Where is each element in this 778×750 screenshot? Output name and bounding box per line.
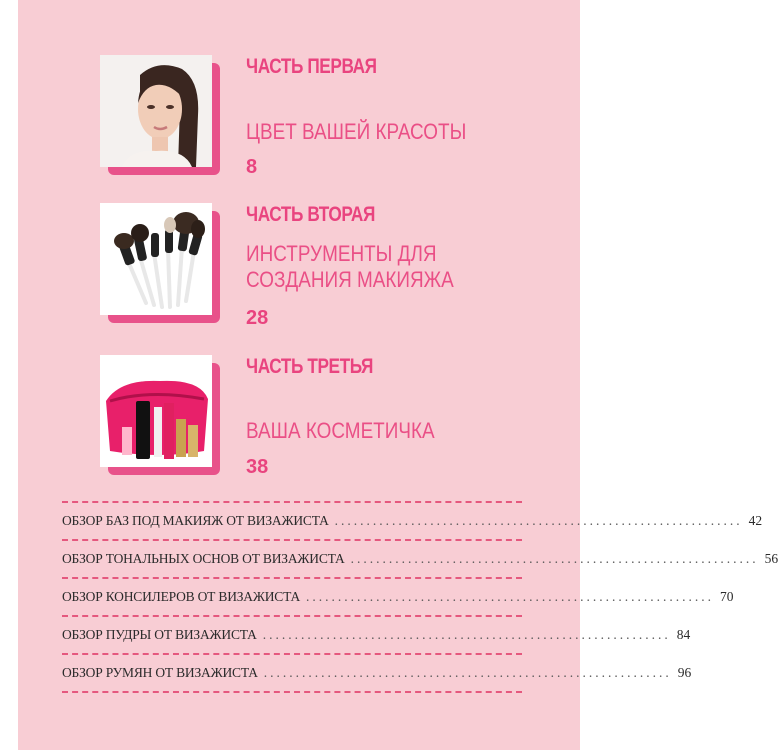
toc-entry-title: ОБЗОР ТОНАЛЬНЫХ ОСНОВ ОТ ВИЗАЖИСТА — [62, 551, 345, 566]
leader-dots: ................................................................ — [350, 551, 759, 566]
part-three-section[interactable] — [100, 355, 560, 485]
table-of-contents-page — [18, 0, 778, 750]
toc-entry[interactable] — [62, 539, 778, 577]
part-two-thumbnail — [100, 203, 218, 321]
part-three-title: ВАША КОСМЕТИЧКА — [246, 418, 435, 443]
toc-entry[interactable] — [62, 653, 692, 693]
toc-entry-page: 70 — [720, 589, 734, 604]
cosmetic-bag-image — [100, 355, 212, 467]
toc-entry-title: ОБЗОР БАЗ ПОД МАКИЯЖ ОТ ВИЗАЖИСТА — [62, 513, 329, 528]
part-two-title: ИНСТРУМЕНТЫ ДЛЯ СОЗДАНИЯ МАКИЯЖА — [246, 241, 454, 292]
toc-entry[interactable] — [62, 501, 763, 539]
leader-dots: ................................................................ — [263, 665, 672, 680]
part-three-label: ЧАСТЬ ТРЕТЬЯ — [246, 355, 373, 378]
part-one-title: ЦВЕТ ВАШЕЙ КРАСОТЫ — [246, 119, 467, 144]
part-one-page-number: 8 — [246, 156, 258, 178]
toc-entry-page: 42 — [748, 513, 763, 528]
leader-dots: ................................................................ — [306, 589, 715, 604]
toc-entry[interactable] — [62, 615, 691, 653]
part-three-page-number: 38 — [246, 456, 269, 478]
part-two-page-number: 28 — [246, 307, 269, 329]
toc-entry-page: 56 — [764, 551, 778, 566]
woman-portrait-image — [100, 55, 212, 167]
toc-entry-page: 84 — [676, 627, 691, 642]
toc-entry-page: 96 — [677, 665, 692, 680]
toc-entry-title: ОБЗОР РУМЯН ОТ ВИЗАЖИСТА — [62, 665, 258, 680]
leader-dots: ................................................................ — [334, 513, 743, 528]
makeup-brushes-image — [100, 203, 212, 315]
part-one-thumbnail — [100, 55, 218, 173]
toc-entry-title: ОБЗОР ПУДРЫ ОТ ВИЗАЖИСТА — [62, 627, 257, 642]
toc-entry-title: ОБЗОР КОНСИЛЕРОВ ОТ ВИЗАЖИСТА — [62, 589, 301, 604]
part-two-label: ЧАСТЬ ВТОРАЯ — [246, 203, 375, 226]
part-one-label: ЧАСТЬ ПЕРВАЯ — [246, 55, 377, 78]
part-one-section[interactable] — [100, 55, 560, 185]
part-three-thumbnail — [100, 355, 218, 473]
part-two-section[interactable] — [100, 203, 560, 333]
leader-dots: ................................................................ — [262, 627, 671, 642]
reviews-list — [62, 501, 778, 693]
toc-entry[interactable] — [62, 577, 734, 615]
